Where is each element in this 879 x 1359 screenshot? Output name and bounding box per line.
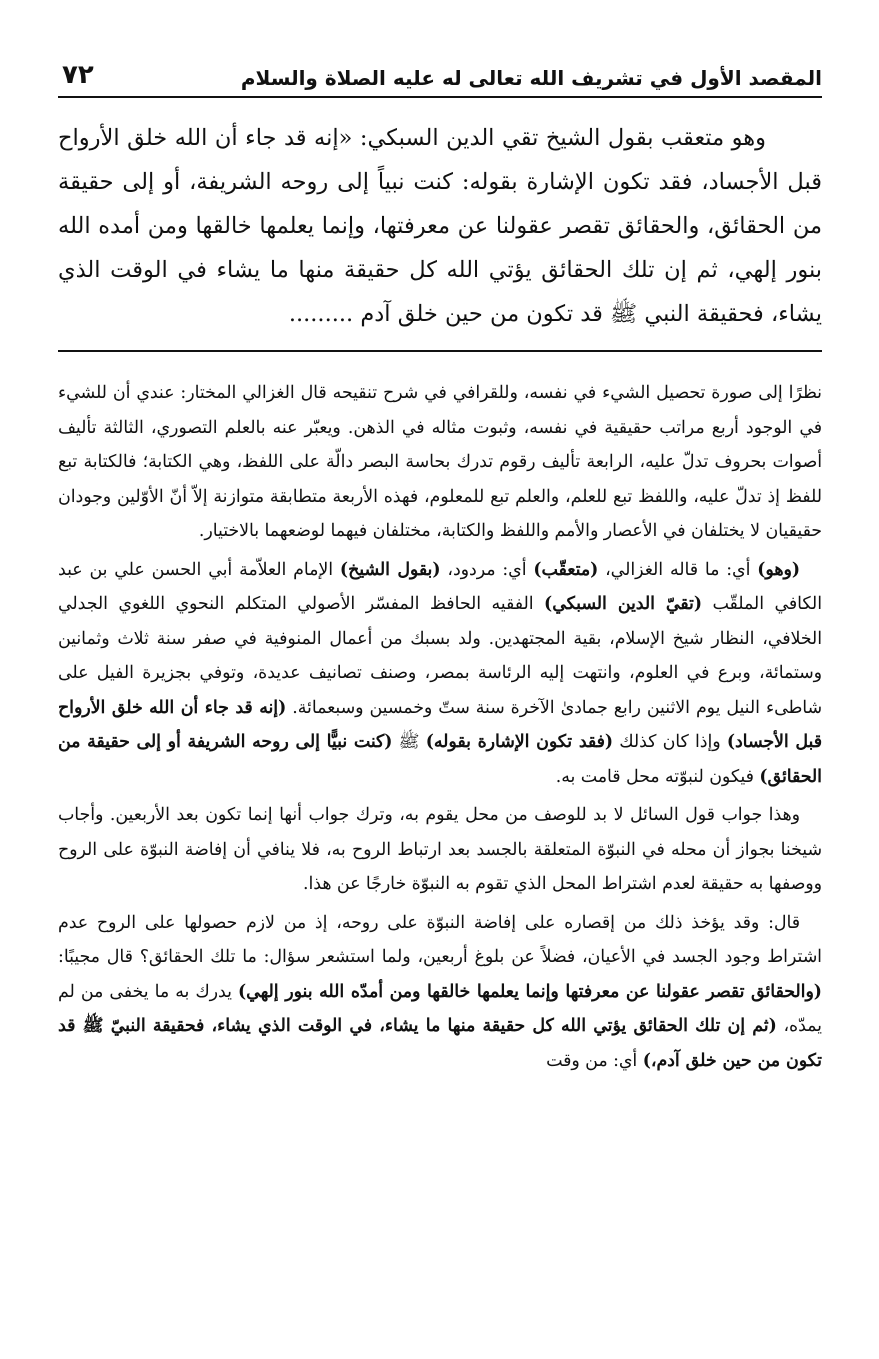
book-page (58, 48, 822, 1339)
commentary-text: ﷺ (392, 732, 426, 752)
matn-paragraph: وهو متعقب بقول الشيخ تقي الدين السبكي: «إنه قد جاء أن الله خلق الأرواح قبل الأجساد، فقد تكون الإشارة بقوله: كنت نبياً إلى روحه الشريفة، أو إلى حقيقة من الحقائق، والحقائق تقصر عقولنا عن معرفتها، وإنما يعلمها خالقها ومن أمده الله بنور إلهي، ثم إن تلك الحقائق يؤتي الله كل حقيقة منها ما يشاء في الوقت الذي يشاء، فحقيقة النبي ﷺ قد تكون من حين خلق آدم ......... (58, 125, 822, 327)
matn-text-block (58, 98, 822, 336)
commentary-paragraph-2 (58, 553, 822, 795)
quoted-matn-phrase: (تقيّ الدين السبكي) (544, 594, 703, 614)
quoted-matn-phrase: (وهو) (757, 559, 800, 580)
quoted-matn-phrase: (كنت نبيًّا إلى روحه الشريفة أو إلى حقيقة من الحقائق) (58, 732, 822, 787)
commentary-text: يدرك به ما يخفى من لم يمدّه، (58, 981, 822, 1036)
commentary-paragraph-1: نظرًا إلى صورة تحصيل الشيء في نفسه، وللقرافي في شرح تنقيحه قال الغزالي المختار: عندي أن للشيء في الوجود أربع مراتب حقيقية في نفسه، وثبوت مثاله في الذهن. ويعبّر عنه بالعلم التصوري، الثالثة تأليف أصوات بحروف تدلّ عليه، الرابعة تأليف رقوم تدرك بحاسة البصر دالّة على اللفظ، وهي الكتابة؛ فالكتابة تبع للفظ إذ تدلّ عليه، واللفظ تبع للعلم، والعلم تبع للمعلوم، فهذه الأربعة متطابقة متوازنة إلاّ أنّ الأوّلين وجودان حقيقيان لا يختلفان في الأعصار والأمم واللفظ والكتابة، مختلفان فيهما لوضعهما بالاختيار. (58, 383, 822, 541)
commentary-text: أي: من وقت (546, 1050, 643, 1071)
commentary-text: قال: وقد يؤخذ ذلك من إقصاره على إفاضة النبوّة على روحه، إذ من لازم حصولها على الروح عدم اشتراط وجود الجسد في الأعيان، فضلاً عن بلوغ أربعين، ولما استشعر سؤال: ما تلك الحقائق؟ قال مجيبًا: (58, 912, 822, 967)
matn-separator-rule (58, 350, 822, 352)
commentary-text: وإذا كان كذلك (613, 732, 727, 752)
commentary-paragraph-4 (58, 906, 822, 1079)
commentary-text: الفقيه الحافظ المفسّر الأصولي المتكلم النحوي اللغوي الجدلي الخلافي، النظار شيخ الإسلام، بقية المجتهدين. ولد بسبك من أعمال المنوفية في صفر سنة ثلاث وثمانين وستمائة، وبرع في العلوم، وانتهت إليه الرئاسة بمصر، وصنف تصانيف عديدة، وتوفي بجزيرة الفيل على شاطىء النيل يوم الاثنين رابع جمادىٰ الآخرة سنة ستّ وخمسين وسبعمائة. (58, 594, 822, 718)
commentary-text: أي: مردود، (440, 559, 534, 580)
quoted-matn-phrase: (إنه قد جاء أن الله خلق الأرواح قبل الأجساد) (58, 697, 822, 752)
quoted-matn-phrase: (ثم إن تلك الحقائق يؤتي الله كل حقيقة منها ما يشاء، في الوقت الذي يشاء، فحقيقة النبيّ ﷺ قد تكون من حين خلق آدم،) (58, 1016, 822, 1071)
commentary-text: فيكون لنبوّته محل قامت به. (555, 766, 760, 787)
page-number: ٧٢ (62, 60, 94, 90)
running-title: المقصد الأول في تشريف الله تعالى له عليه الصلاة والسلام (240, 66, 822, 90)
commentary-text: الإمام العلاّمة أبي الحسن علي بن عبد الكافي الملقّب (58, 559, 822, 614)
quoted-matn-phrase: (بقول الشيخ) (339, 559, 441, 580)
running-header (58, 48, 822, 98)
quoted-matn-phrase: (والحقائق تقصر عقولنا عن معرفتها وإنما يعلمها خالقها ومن أمدّه الله بنور إلهي) (237, 981, 822, 1002)
quoted-matn-phrase: (متعقّب) (533, 559, 599, 580)
commentary-text: أي: ما قاله الغزالي، (598, 559, 758, 580)
commentary-paragraph-3: وهذا جواب قول السائل لا بد للوصف من محل يقوم به، وترك جواب أنها إنما تكون بعد الأربعين. وأجاب شيخنا بجواز أن محله في النبوّة المتعلقة بالجسد بعد ارتباط الروح به، فلا ينافي أن إفاضة النبوّة على الروح ووصفها به حقيقة لعدم اشتراط المحل الذي تقوم به النبوّة خارجًا عن هذا. (58, 805, 822, 894)
quoted-matn-phrase: (فقد تكون الإشارة بقوله) (425, 732, 614, 752)
commentary-block (58, 376, 822, 1078)
